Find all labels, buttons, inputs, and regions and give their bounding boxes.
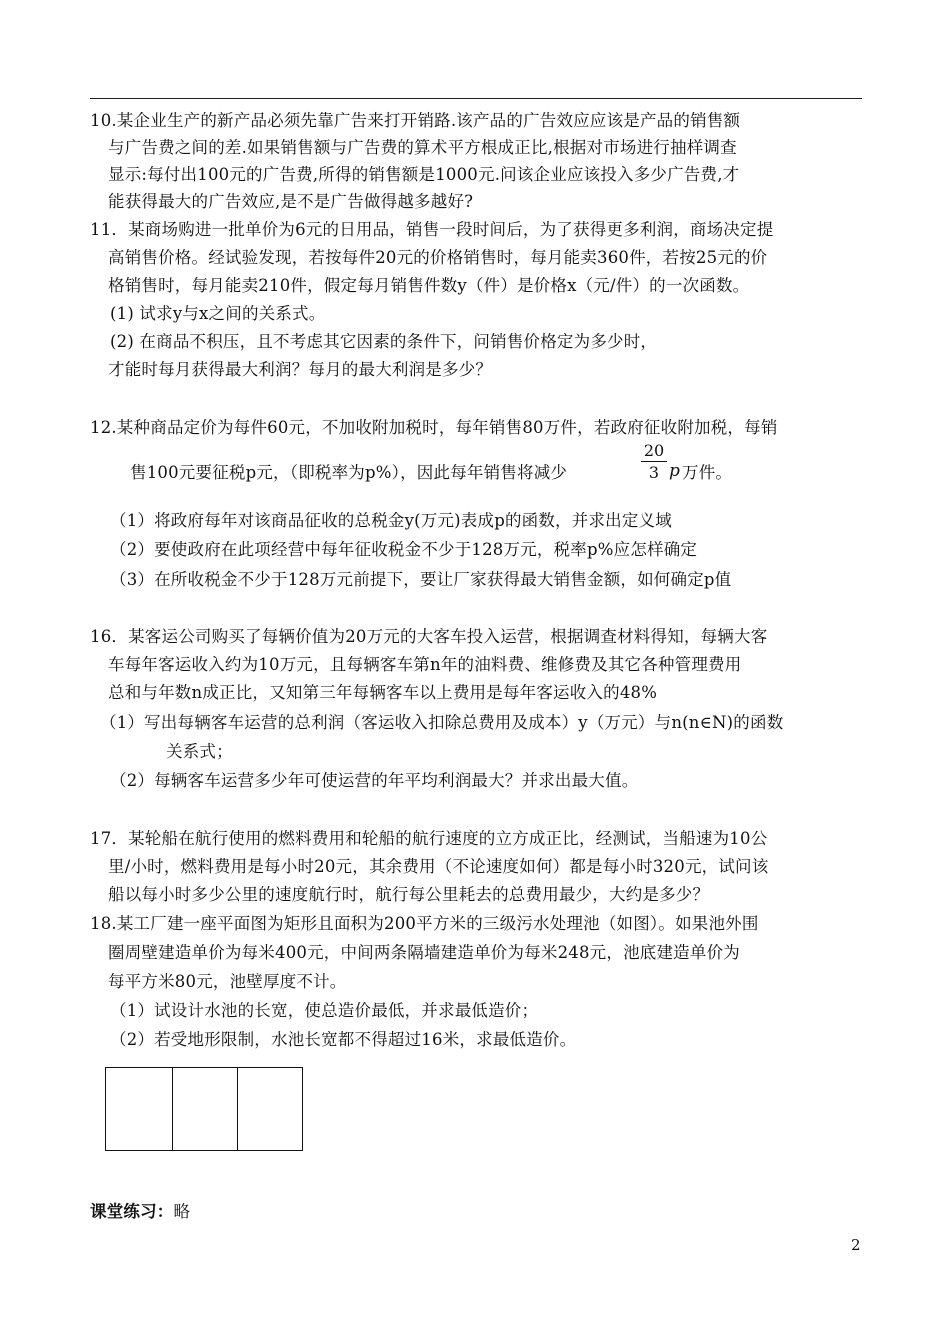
problem-12-line-2: 售100元要征税p元，（即税率为p%），因此每年销售将减少 bbox=[130, 463, 568, 482]
problem-16-part-2: （2）每辆客车运营多少年可使运营的年平均利润最大？并求出最大值。 bbox=[110, 771, 639, 790]
problem-18-part-1: （1）试设计水池的长宽，使总造价最低，并求最低造价； bbox=[110, 1001, 539, 1020]
pool-partition-wall-1 bbox=[172, 1068, 173, 1150]
problem-10-line-3: 显示:每付出100元的广告费,所得的销售额是1000元.问该企业应该投入多少广告费,才 bbox=[108, 165, 740, 184]
problem-18-line-2: 圈周壁建造单价为每米400元，中间两条隔墙建造单价为每米248元，池底建造单价为 bbox=[108, 943, 740, 962]
problem-11-part-2: (2) 在商品不积压，且不考虑其它因素的条件下，问销售价格定为多少时， bbox=[110, 332, 658, 351]
pool-partition-wall-2 bbox=[237, 1068, 238, 1150]
fraction-variable-p: p bbox=[669, 461, 680, 481]
problem-11-line-1: 11．某商场购进一批单价为6元的日用品，销售一段时间后，为了获得更多利润，商场决定提 bbox=[90, 220, 774, 239]
classroom-practice-text: 略 bbox=[173, 1202, 191, 1221]
problem-17-line-3: 船以每小时多少公里的速度航行时，航行每公里耗去的总费用最少，大约是多少？ bbox=[108, 885, 710, 904]
problem-12-part-2: （2）要使政府在此项经营中每年征收税金不少于128万元，税率p%应怎样确定 bbox=[110, 540, 698, 559]
problem-16-line-1: 16．某客运公司购买了每辆价值为20万元的大客车投入运营，根据调查材料得知，每辆大客 bbox=[90, 627, 768, 646]
problem-16-part-1-cont: 关系式； bbox=[166, 742, 233, 761]
problem-16-part-1: （1）写出每辆客车运营的总利润（客运收入扣除总费用及成本）y（万元）与n(n∈N)的函数 bbox=[100, 713, 784, 732]
problem-16-line-2: 车每年客运收入约为10万元，且每辆客车第n年的油料费、维修费及其它各种管理费用 bbox=[108, 655, 742, 674]
problem-12-part-1: （1）将政府每年对该商品征收的总税金y(万元)表成p的函数，并求出定义域 bbox=[110, 511, 672, 530]
problem-10-line-1: 10.某企业生产的新产品必须先靠广告来打开销路.该产品的广告效应应该是产品的销售额 bbox=[90, 111, 741, 130]
problem-11-line-3: 格销售时，每月能卖210件，假定每月销售件数y（件）是价格x（元/件）的一次函数。 bbox=[108, 276, 750, 295]
problem-17-line-2: 里/小时，燃料费用是每小时20元，其余费用（不论速度如何）都是每小时320元，试问该 bbox=[108, 857, 769, 876]
problem-11-line-2: 高销售价格。经试验发现，若按每件20元的价格销售时，每月能卖360件，若按25元的价 bbox=[108, 248, 768, 267]
classroom-practice bbox=[90, 1202, 190, 1222]
fraction-numerator: 20 bbox=[641, 441, 667, 462]
problem-12-line-1: 12.某种商品定价为每件60元，不加收附加税时，每年销售80万件，若政府征收附加税，每销 bbox=[90, 418, 778, 437]
problem-12-part-3: （3）在所收税金不少于128万元前提下，要让厂家获得最大销售金额，如何确定p值 bbox=[110, 570, 732, 589]
problem-10-line-2: 与广告费之间的差.如果销售额与广告费的算术平方根成正比,根据对市场进行抽样调查 bbox=[108, 138, 737, 157]
problem-12-line-2-end: 万件。 bbox=[682, 463, 733, 482]
classroom-practice-label: 课堂练习： bbox=[90, 1202, 174, 1221]
problem-11-part-1: (1) 试求y与x之间的关系式。 bbox=[110, 304, 326, 323]
problem-18-line-1: 18.某工厂建一座平面图为矩形且面积为200平方米的三级污水处理池（如图）。如果池外围 bbox=[90, 914, 759, 933]
problem-11-part-2-cont: 才能时每月获得最大利润？每月的最大利润是多少？ bbox=[108, 360, 493, 379]
problem-18-line-3: 每平方米80元，池壁厚度不计。 bbox=[108, 972, 347, 991]
problem-10-line-4: 能获得最大的广告效应,是不是广告做得越多越好? bbox=[108, 192, 474, 211]
page-number: 2 bbox=[851, 1236, 861, 1254]
header-rule bbox=[90, 98, 862, 99]
pool-diagram bbox=[105, 1067, 303, 1151]
problem-17-line-1: 17．某轮船在航行使用的燃料费用和轮船的航行速度的立方成正比，经测试，当船速为10公 bbox=[90, 829, 768, 848]
fraction-denominator: 3 bbox=[648, 463, 660, 482]
problem-16-line-3: 总和与年数n成正比，又知第三年每辆客车以上费用是每年客运收入的48% bbox=[108, 683, 658, 702]
problem-18-part-2: （2）若受地形限制，水池长宽都不得超过16米，求最低造价。 bbox=[110, 1030, 577, 1049]
fraction-20-over-3 bbox=[641, 441, 667, 484]
